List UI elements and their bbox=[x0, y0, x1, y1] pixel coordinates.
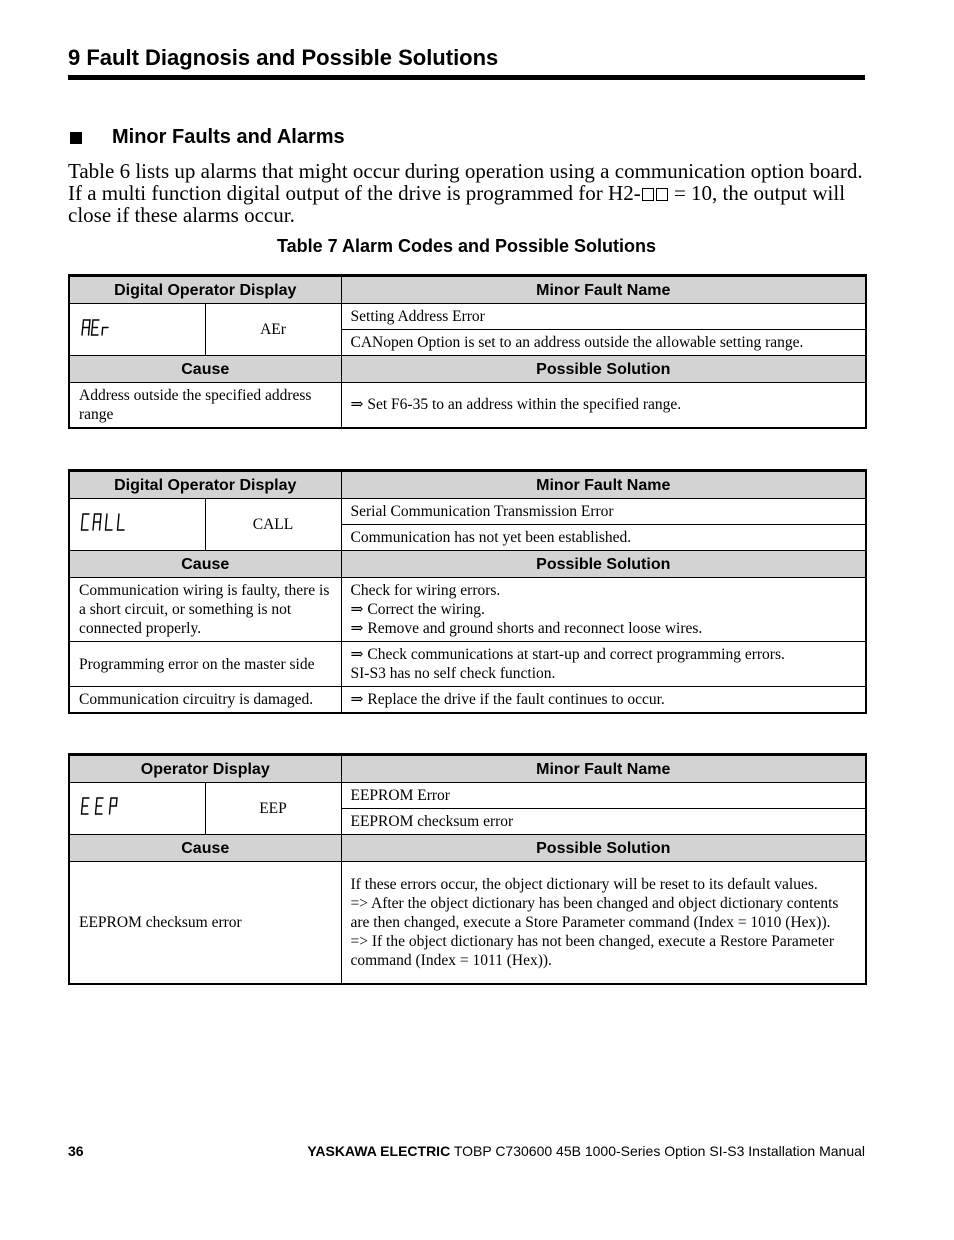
solution-header: Possible Solution bbox=[341, 835, 866, 862]
segment-display-aer bbox=[69, 304, 205, 356]
cause-cell: Programming error on the master side bbox=[69, 642, 341, 687]
manual-footer bbox=[307, 1143, 865, 1159]
fault-description: CANopen Option is set to an address outside the allowable setting range. bbox=[341, 330, 866, 356]
seven-segment-call-icon bbox=[79, 511, 139, 533]
fault-code: AEr bbox=[205, 304, 341, 356]
fault-name: Serial Communication Transmission Error bbox=[341, 499, 866, 525]
fault-name-header: Minor Fault Name bbox=[341, 755, 866, 783]
solution-line: ⇒ Check communications at start-up and correct programming errors. bbox=[350, 646, 785, 663]
solution-cell bbox=[341, 383, 866, 428]
seven-segment-aer-icon bbox=[79, 317, 121, 337]
section-title: Minor Faults and Alarms bbox=[112, 126, 345, 148]
solution-line: SI-S3 has no self check function. bbox=[350, 665, 556, 682]
solution-cell bbox=[341, 862, 866, 984]
page-number: 36 bbox=[68, 1143, 84, 1159]
chapter-title: 9 Fault Diagnosis and Possible Solutions bbox=[68, 45, 499, 70]
solution-cell bbox=[341, 642, 866, 687]
cause-header: Cause bbox=[69, 551, 341, 578]
display-header: Operator Display bbox=[69, 755, 341, 783]
solution-line: If these errors occur, the object dictionary will be reset to its default values. bbox=[350, 875, 818, 893]
fault-name: Setting Address Error bbox=[341, 304, 866, 330]
solution-line: ⇒ Replace the drive if the fault continues to occur. bbox=[350, 690, 665, 708]
fault-description: EEPROM checksum error bbox=[341, 809, 866, 835]
intro-text-2: = 10, the output will close if these alarms occur. bbox=[68, 181, 846, 227]
solution-cell bbox=[341, 578, 866, 642]
solution-line: ⇒ Set F6-35 to an address within the specified range. bbox=[350, 396, 682, 414]
fault-code: CALL bbox=[205, 499, 341, 551]
display-header: Digital Operator Display bbox=[69, 471, 341, 499]
manual-title: TOBP C730600 45B 1000-Series Option SI-S3 Installation Manual bbox=[450, 1143, 865, 1159]
alarm-table-eep bbox=[68, 753, 867, 985]
solution-line: Check for wiring errors. bbox=[350, 582, 501, 599]
placeholder-box-icon bbox=[642, 188, 654, 201]
section-heading bbox=[68, 126, 345, 149]
solution-header: Possible Solution bbox=[341, 551, 866, 578]
solution-header: Possible Solution bbox=[341, 356, 866, 383]
brand-name: YASKAWA ELECTRIC bbox=[307, 1143, 451, 1159]
segment-display-call bbox=[69, 499, 205, 551]
solution-line: ⇒ Remove and ground shorts and reconnect loose wires. bbox=[350, 620, 703, 637]
cause-cell: Communication wiring is faulty, there is a short circuit, or something is not connected properly. bbox=[69, 578, 341, 642]
intro-text-1: Table 6 lists up alarms that might occur during operation using a communication option board. If a multi function digital output of the drive is programmed for H2- bbox=[68, 159, 863, 205]
solution-cell bbox=[341, 687, 866, 713]
cause-cell: EEPROM checksum error bbox=[69, 862, 341, 984]
fault-name-header: Minor Fault Name bbox=[341, 471, 866, 499]
solution-line: => After the object dictionary has been changed and object dictionary contents are then changed, execute a Store Parameter command (Index = 1010 (Hex)). bbox=[350, 894, 839, 931]
alarm-table-aer bbox=[68, 274, 867, 429]
cause-header: Cause bbox=[69, 356, 341, 383]
solution-line: ⇒ Correct the wiring. bbox=[350, 601, 485, 618]
fault-description: Communication has not yet been established. bbox=[341, 525, 866, 551]
cause-cell: Communication circuitry is damaged. bbox=[69, 687, 341, 713]
fault-name: EEPROM Error bbox=[341, 783, 866, 809]
intro-paragraph bbox=[68, 160, 868, 226]
cause-cell: Address outside the specified address range bbox=[69, 383, 341, 428]
placeholder-box-icon bbox=[656, 188, 668, 201]
seven-segment-eep-icon bbox=[79, 795, 129, 817]
fault-code: EEP bbox=[205, 783, 341, 835]
solution-line: => If the object dictionary has not been changed, execute a Restore Parameter command (Index = 1011 (Hex)). bbox=[350, 932, 835, 969]
display-header: Digital Operator Display bbox=[69, 276, 341, 304]
square-bullet-icon bbox=[70, 132, 82, 144]
alarm-table-call bbox=[68, 469, 867, 714]
segment-display-eep bbox=[69, 783, 205, 835]
table-caption: Table 7 Alarm Codes and Possible Solutions bbox=[276, 236, 657, 256]
fault-name-header: Minor Fault Name bbox=[341, 276, 866, 304]
chapter-header bbox=[68, 44, 865, 80]
cause-header: Cause bbox=[69, 835, 341, 862]
